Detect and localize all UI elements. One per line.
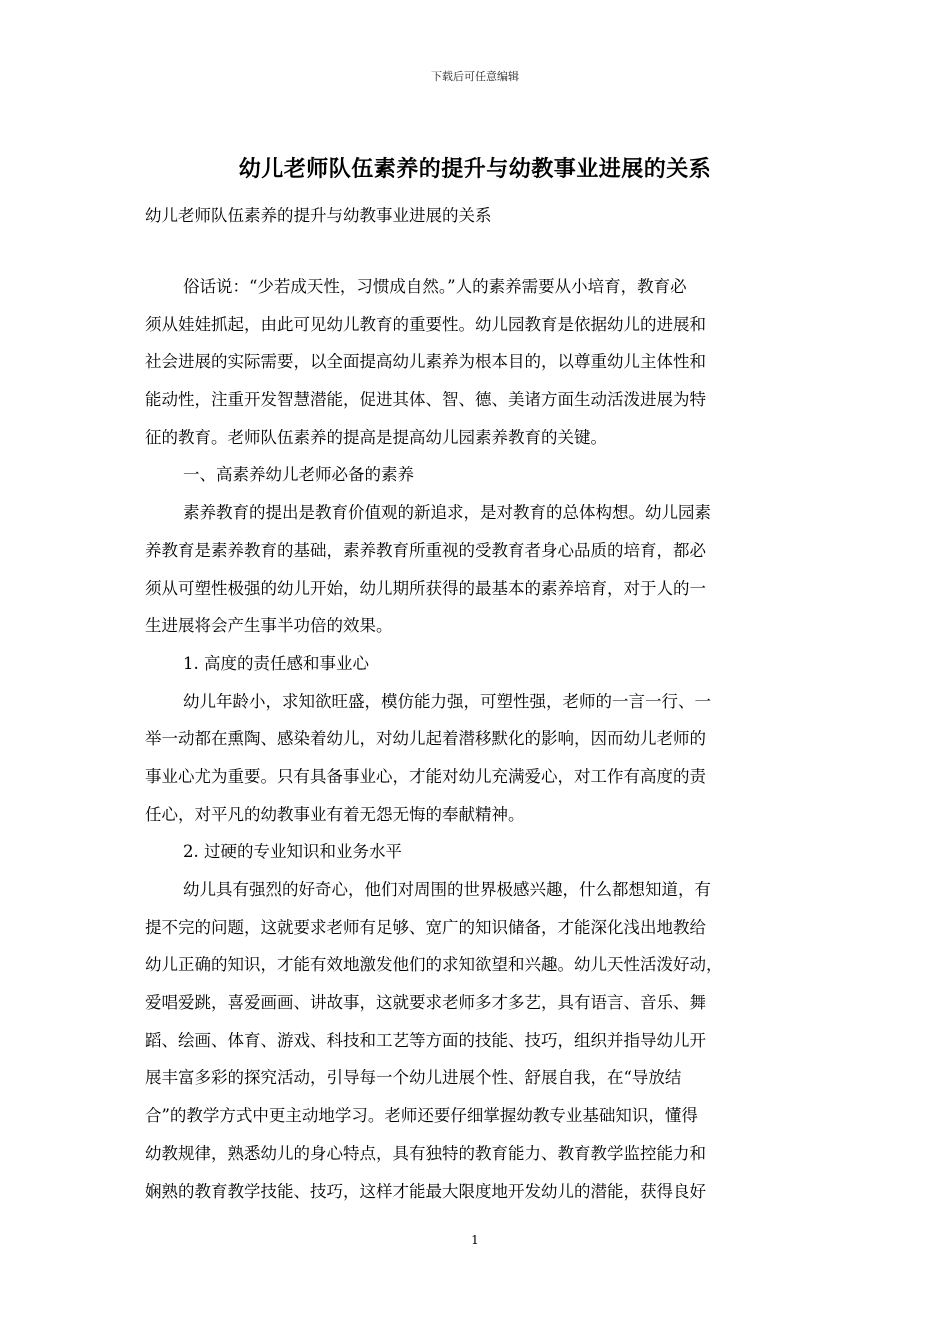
body-line: 俗话说：“少若成天性，习惯成自然。”人的素养需要从小培育，教育必 [183,277,687,296]
header-note: 下载后可任意编辑 [431,70,519,83]
body-line: 生进展将会产生事半功倍的效果。 [145,616,393,636]
body-line: 能动性，注重开发智慧潜能，促进其体、智、德、美诸方面生动活泼进展为特 [145,390,706,410]
body-line: 征的教育。老师队伍素养的提高是提高幼儿园素养教育的关键。 [145,427,607,447]
body-line: 一、高素养幼儿老师必备的素养 [183,465,414,485]
body-line: 养教育是素养教育的基础，素养教育所重视的受教育者身心品质的培育，都必 [145,540,706,560]
body-line: 素养教育的提出是教育价值观的新追求，是对教育的总体构想。幼儿园素 [183,503,711,523]
body-line: 幼儿具有强烈的好奇心，他们对周围的世界极感兴趣，什么都想知道，有 [183,880,711,899]
body-line: 蹈、绘画、体育、游戏、科技和工艺等方面的技能、技巧，组织并指导幼儿开 [145,1030,706,1050]
body-line: 举一动都在熏陶、感染着幼儿，对幼儿起着潜移默化的影响，因而幼儿老师的 [145,729,706,749]
body-line: 须从可塑性极强的幼儿开始，幼儿期所获得的最基本的素养培育，对于人的一 [145,578,706,598]
body-line: 幼儿正确的知识，才能有效地激发他们的求知欲望和兴趣。幼儿天性活泼好动， [145,955,723,975]
page-number: 1 [471,1233,479,1247]
document-title: 幼儿老师队伍素养的提升与幼教事业进展的关系 [238,156,712,182]
body-text [145,268,807,1210]
body-line: 任心，对平凡的幼教事业有着无怨无悔的奉献精神。 [145,804,525,824]
body-line: 社会进展的实际需要，以全面提高幼儿素养为根本目的，以尊重幼儿主体性和 [145,352,706,372]
body-line: 幼教规律，熟悉幼儿的身心特点，具有独特的教育能力、教育教学监控能力和 [145,1143,706,1163]
body-line: 1. 高度的责任感和事业心 [183,653,369,673]
body-line: 2. 过硬的专业知识和业务水平 [183,842,402,862]
body-line: 事业心尤为重要。只有具备事业心，才能对幼儿充满爱心，对工作有高度的责 [145,766,706,786]
body-line: 爱唱爱跳，喜爱画画、讲故事，这就要求老师多才多艺，具有语言、音乐、舞 [145,993,706,1013]
body-line: 娴熟的教育教学技能、技巧，这样才能最大限度地开发幼儿的潜能，获得良好 [145,1181,706,1201]
body-line: 提不完的问题，这就要求老师有足够、宽广的知识储备，才能深化浅出地教给 [145,917,706,937]
body-line: 展丰富多彩的探究活动，引导每一个幼儿进展个性、舒展自我，在“导放结 [145,1068,682,1088]
document-subtitle: 幼儿老师队伍素养的提升与幼教事业进展的关系 [145,206,492,225]
body-line: 须从娃娃抓起，由此可见幼儿教育的重要性。幼儿园教育是依据幼儿的进展和 [145,314,706,334]
body-line: 合”的教学方式中更主动地学习。老师还要仔细掌握幼教专业基础知识，懂得 [145,1106,698,1126]
body-line: 幼儿年龄小，求知欲旺盛，模仿能力强，可塑性强，老师的一言一行、一 [183,691,711,711]
